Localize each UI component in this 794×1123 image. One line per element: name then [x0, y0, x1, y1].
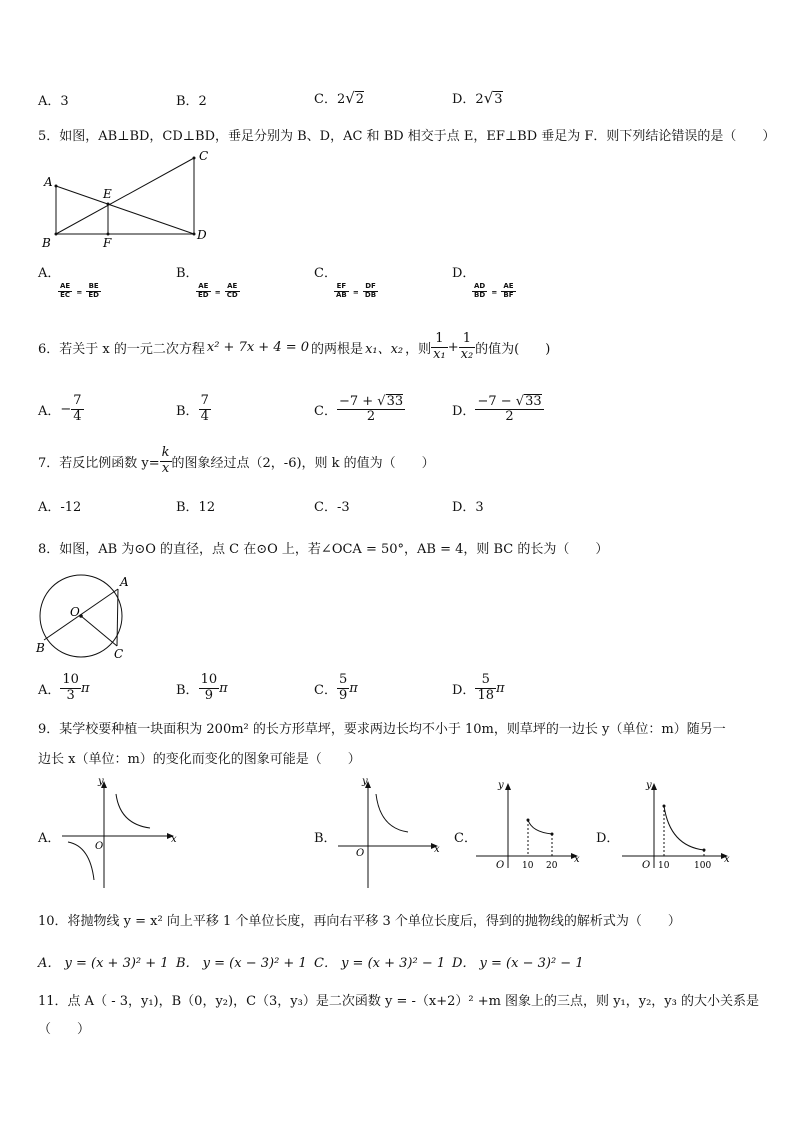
- svg-text:O: O: [642, 860, 651, 871]
- q11-line2: （ ）: [38, 1022, 91, 1037]
- q5-stem: 5．如图，AB⊥BD，CD⊥BD，垂足分别为 B、D，AC 和 BD 相交于点 E，EF⊥BD 垂足为 F．则下列结论错误的是（ ）: [38, 129, 776, 144]
- q5-option-b: B． $\frac{AE}{ED}$ = $\frac{AE}{CD}$: [176, 266, 238, 299]
- q6-option-d: D． $\frac{-7 - √33}{2}$: [452, 393, 542, 424]
- q5-option-a: A． $\frac{AE}{EC}$ = $\frac{BE}{ED}$: [38, 266, 99, 299]
- q8-option-d: D． $\frac{5}{18}$ π: [452, 672, 505, 703]
- label-c: C: [114, 647, 124, 661]
- svg-text:20: 20: [546, 861, 558, 871]
- q8-option-b: B． $\frac{10}{9}$ π: [176, 672, 228, 703]
- svg-text:x: x: [574, 854, 580, 865]
- q6-stem: 6．若关于 x 的一元二次方程 x² + 7x + 4 = 0 的两根是 x₁、x₂ ，则 $\frac{1}{\text{x₁}}$ + $\frac{1}{\text{x₂}}$ 的值为( ): [38, 331, 551, 362]
- q9-graph-a: [58, 772, 188, 892]
- q10-option-a: A． y = (x + 3)² + 1: [38, 956, 169, 971]
- q5-figure: [36, 148, 216, 248]
- q9-line2: 边长 x（单位：m）的变化而变化的图象可能是（ ）: [38, 752, 361, 767]
- q4-option-b: B．2: [176, 94, 207, 109]
- label-c: C: [199, 149, 209, 163]
- label-a: A: [44, 175, 53, 189]
- q7-option-c: C．-3: [314, 500, 350, 515]
- q11-line1: 11．点 A（ - 3，y₁)，B（0，y₂)，C（3，y₃）是二次函数 y = -（x+2）² +m 图象上的三点，则 y₁，y₂，y₃ 的大小关系是: [38, 994, 759, 1009]
- svg-text:10: 10: [522, 861, 534, 871]
- label-o: O: [70, 605, 80, 619]
- q4-option-c: C．2√2: [314, 89, 365, 107]
- q6-option-b: B． $\frac{7}{4}$: [176, 393, 209, 424]
- q7-stem: 7．若反比例函数 y= $\frac{k}{x}$ 的图象经过点（2，-6)，则 k 的值为（ ）: [38, 445, 435, 476]
- label-b: B: [36, 641, 45, 655]
- svg-text:O: O: [496, 860, 505, 871]
- q4-option-a: A．3: [38, 94, 69, 109]
- q6-option-c: C． $\frac{-7 + √33}{2}$: [314, 393, 404, 424]
- svg-text:O: O: [356, 848, 365, 859]
- svg-text:y: y: [362, 776, 368, 787]
- q6-option-a: A． − $\frac{7}{4}$: [38, 393, 82, 424]
- q8-option-c: C． $\frac{5}{9}$ π: [314, 672, 358, 703]
- q10-option-c: C． y = (x + 3)² − 1: [314, 956, 446, 971]
- q7-option-b: B．12: [176, 500, 216, 515]
- q9-graph-c: [472, 776, 586, 872]
- svg-text:y: y: [98, 776, 104, 787]
- q4-option-d: D．2√3: [452, 89, 503, 107]
- q7-option-d: D．3: [452, 500, 484, 515]
- q7-option-a: A．-12: [38, 500, 82, 515]
- q9-option-b-label: B．: [314, 831, 337, 846]
- q9-option-a-label: A．: [38, 831, 61, 846]
- svg-text:x: x: [434, 844, 440, 855]
- q10-stem: 10．将抛物线 y = x² 向上平移 1 个单位长度，再向右平移 3 个单位长度后，得到的抛物线的解析式为（ ）: [38, 914, 681, 929]
- q10-option-d: D． y = (x − 3)² − 1: [452, 956, 584, 971]
- q9-graph-b: [334, 772, 444, 892]
- q8-stem: 8．如图，AB 为⊙O 的直径，点 C 在⊙O 上，若∠OCA = 50°，AB = 4，则 BC 的长为（ ）: [38, 542, 609, 557]
- svg-text:y: y: [498, 780, 504, 791]
- label-e: E: [103, 187, 112, 201]
- q9-graph-d: [618, 776, 740, 872]
- q8-option-a: A． $\frac{10}{3}$ π: [38, 672, 90, 703]
- q10-option-b: B． y = (x − 3)² + 1: [176, 956, 307, 971]
- q5-option-c: C． $\frac{EF}{AB}$ = $\frac{DF}{DB}$: [314, 266, 377, 299]
- svg-text:100: 100: [694, 861, 712, 871]
- q8-figure: [34, 566, 144, 662]
- svg-text:x: x: [171, 834, 177, 845]
- svg-text:x: x: [724, 854, 730, 865]
- label-b: B: [42, 236, 51, 248]
- q9-line1: 9．某学校要种植一块面积为 200m² 的长方形草坪，要求两边长均不小于 10m，则草坪的一边长 y（单位：m）随另一: [38, 722, 726, 737]
- svg-text:O: O: [95, 841, 104, 852]
- q9-option-d-label: D．: [596, 831, 620, 846]
- q5-option-d: D． $\frac{AD}{BD}$ = $\frac{AE}{BF}$: [452, 266, 514, 299]
- label-a: A: [120, 575, 129, 589]
- label-d: D: [197, 228, 207, 242]
- q9-option-c-label: C．: [454, 831, 477, 846]
- svg-text:y: y: [646, 780, 652, 791]
- svg-text:10: 10: [658, 861, 670, 871]
- label-f: F: [103, 236, 112, 248]
